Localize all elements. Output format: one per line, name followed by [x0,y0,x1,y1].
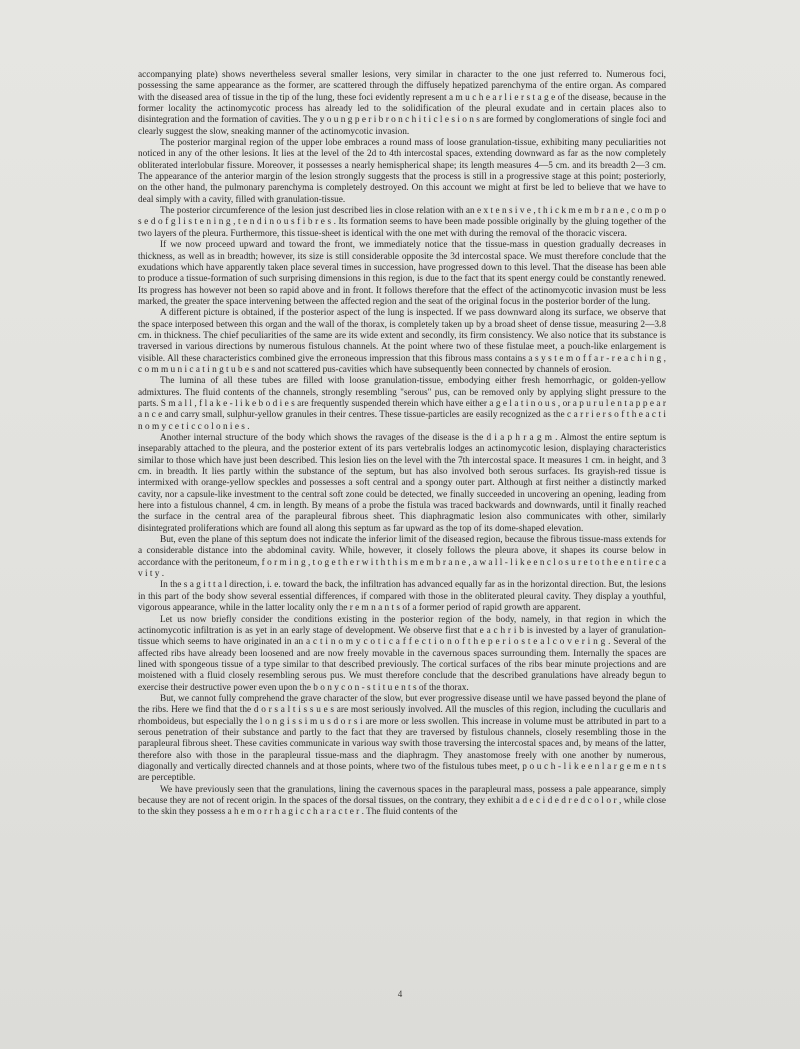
paragraph: Another internal structure of the body which shows the ravages of the disease is the d i a p h r a g m . Almost the entire septum is inseparably attached to the pleura, and the posterior extent of its pars vertebralis lodges an actinomycotic lesion, displaying characteristics similar to those which have just been described. This lesion lies on the level with the 7th intercostal space. It measures 1 cm. in height, and 3 cm. in breadth. It lies partly within the substance of the septum, but has also involved both serous surfaces. Its grayish-red tissue is intermixed with orange-yellow speckles and possesses a soft central and a spongy outer part. Although at first neither a distinctly marked cavity, nor a capsule-like investment to the central soft zone could be detected, we finally succeeded in uncovering an opening, leading from here into a fistulous channel, 4 cm. in length. By means of a probe the fistula was traced backwards and downwards, until it finally reached the surface in the central area of the parapleural fibrous sheet. This diaphragmatic lesion also communicates with other, similarly disintegrated proliferations which are found all along this septum as far upward as the top of its dome-shaped elevation. [138,433,666,534]
page-number: 4 [397,989,403,999]
paragraph: If we now proceed upward and toward the front, we immediately notice that the tissue-mass in question gradually decreases in thickness, as well as in breadth; however, its size is still considerable opposite the 3d intercostal space. We must therefore conclude that the exudations which have apparently taken place several times in succession, have progressed down to this level. That the disease has been able to produce a tissue-formation of such surprising dimensions in this region, is due to the fact that its spent energy could be constantly renewed. Its progress has however not been so rapid above and in front. It follows therefore that the effect of the actinomycotic invasion must be less marked, the greater the space intervening between the affected region and the seat of the original focus in the posterior border of the lung. [138,240,666,307]
paragraph: The posterior circumference of the lesion just described lies in close relation with an e x t e n s i v e , t h i c k m e m b r a n e , c o m p o s e d o f g l i s t e n i n g , t e n d i n o u s f i b r e s . Its formation seems to have been made possible originally by the gluing together of the two layers of the pleura. Furthermore, this tissue-sheet is identical with the one met with during the removal of the thoracic viscera. [138,206,666,239]
paragraph: The lumina of all these tubes are filled with loose granulation-tissue, embodying either fresh hemorrhagic, or golden-yellow admixtures. The fluid contents of the channels, strongly resembling "serous" pus, can be removed only by applying slight pressure to the parts. S m a l l , f l a k e - l i k e b o d i e s are frequently suspended therein which have either a g e l a t i n o u s , or a p u r u l e n t a p p e a r a n c e and carry small, sulphur-yellow granules in their centres. These tissue-particles are easily recognized as the c a r r i e r s o f t h e a c t i n o m y c e t i c c o l o n i e s . [138,376,666,432]
paragraph: accompanying plate) shows nevertheless several smaller lesions, very similar in character to the one just referred to. Numerous foci, possessing the same appearance as the former, are scattered through the diffusely hepatized parenchyma of the entire organ. As compared with the diseased area of tissue in the tip of the lung, these foci evidently represent a m u c h e a r l i e r s t a g e of the disease, because in the former locality the actinomycotic process has already led to the solidification of the pleural exudate and in certain places also to disintegration and the formation of cavities. The y o u n g p e r i b r o n c h i t i c l e s i o n s are formed by conglomerations of single foci and clearly suggest the slow, sneaking manner of the actinomycotic invasion. [138,70,666,137]
paragraph: But, we cannot fully comprehend the grave character of the slow, but ever progressive disease until we have passed beyond the plane of the ribs. Here we find that the d o r s a l t i s s u e s are most seriously involved. All the muscles of this region, including the cucullaris and rhomboideus, but especially the l o n g i s s i m u s d o r s i are more or less swollen. This increase in volume must be attributed in part to a serous penetration of their substance and partly to the fact that they are traversed by fistulous channels, closely resembling those in the parapleural fibrous sheet. These cavities communicate in various way swith those traversing the intercostal spaces and, by means of the latter, therefore also with those in the parapleural tissue-mass and the diaphragm. They anastomose freely with one another by numerous, diagonally and vertically directed channels and at those points, where two of the fistulous tubes meet, p o u c h - l i k e e n l a r g e m e n t s are perceptible. [138,693,666,784]
body-text [138,70,666,819]
paragraph: The posterior marginal region of the upper lobe embraces a round mass of loose granulation-tissue, exhibiting many peculiarities not noticed in any of the other lesions. It lies at the level of the 2d to 4th intercostal spaces, extending downward as far as the now completely obliterated interlobular fissure. Moreover, it possesses a nearly hemispherical shape; its length measures 4—5 cm. and its breadth 2—3 cm. The appearance of the anterior margin of the lesion strongly suggests that the process is still in a progressive stage at this point; posteriorly, on the other hand, the pulmonary parenchyma is completely destroyed. On this account we might at first be led to believe that we have to deal simply with a cavity, filled with granulation-tissue. [138,138,666,205]
paragraph: A different picture is obtained, if the posterior aspect of the lung is inspected. If we pass downward along its surface, we observe that the space interposed between this organ and the wall of the thorax, is completely taken up by a broad sheet of dense tissue, measuring 2—3.8 cm. in thickness. The chief peculiarities of the same are its wide extent and secondly, its firm consistency. We also notice that its substance is traversed in various directions by numerous fistulous channels. At the point where two of these fistulae meet, a pouch-like enlargement is visible. All these characteristics combined give the erroneous impression that this fibrous mass contains a s y s t e m o f f a r - r e a c h i n g , c o m m u n i c a t i n g t u b e s and not scattered pus-cavities which have subsequently been connected by channels of erosion. [138,308,666,375]
paragraph: We have previously seen that the granulations, lining the cavernous spaces in the parapleural mass, possess a pale appearance, simply because they are not of recent origin. In the spaces of the dorsal tissues, on the contrary, they exhibit a d e c i d e d r e d c o l o r , while close to the skin they possess a h e m o r r h a g i c c h a r a c t e r . The fluid contents of the [138,784,666,818]
paragraph: In the s a g i t t a l direction, i. e. toward the back, the infiltration has advanced equally far as in the horizontal direction. But, the lesions in this part of the body show several essential differences, if compared with those in the obliterated pleural cavity. They display a youthful, vigorous appearance, while in the latter locality only the r e m n a n t s of a former period of rapid growth are apparent. [138,580,666,614]
paragraph: Let us now briefly consider the conditions existing in the posterior region of the body, namely, in that region in which the actinomycotic infiltration is as yet in an early stage of development. We observe first that e a c h r i b is invested by a layer of granulation-tissue which seems to have originated in an a c t i n o m y c o t i c a f f e c t i o n o f t h e p e r i o s t e a l c o v e r i n g . Several of the affected ribs have already been loosened and are now freely movable in the cavernous spaces surrounding them. Internally the spaces are lined with spongeous tissue of a type similar to that described previously. The cortical surfaces of the ribs bear minute projections and are moistened with a fluid closely resembling serous pus. We must therefore conclude that the described granulations have already begun to exercise their destructive power even upon the b o n y c o n - s t i t u e n t s of the thorax. [138,614,666,693]
paragraph: But, even the plane of this septum does not indicate the inferior limit of the diseased region, because the fibrous tissue-mass extends for a considerable distance into the abdominal cavity. While, however, it closely follows the pleura above, it shapes its course below in accordance with the peritoneum, f o r m i n g , t o g e t h e r w i t h t h i s m e m b r a n e , a w a l l - l i k e e n c l o s u r e t o t h e e n t i r e c a v i t y . [138,535,666,580]
